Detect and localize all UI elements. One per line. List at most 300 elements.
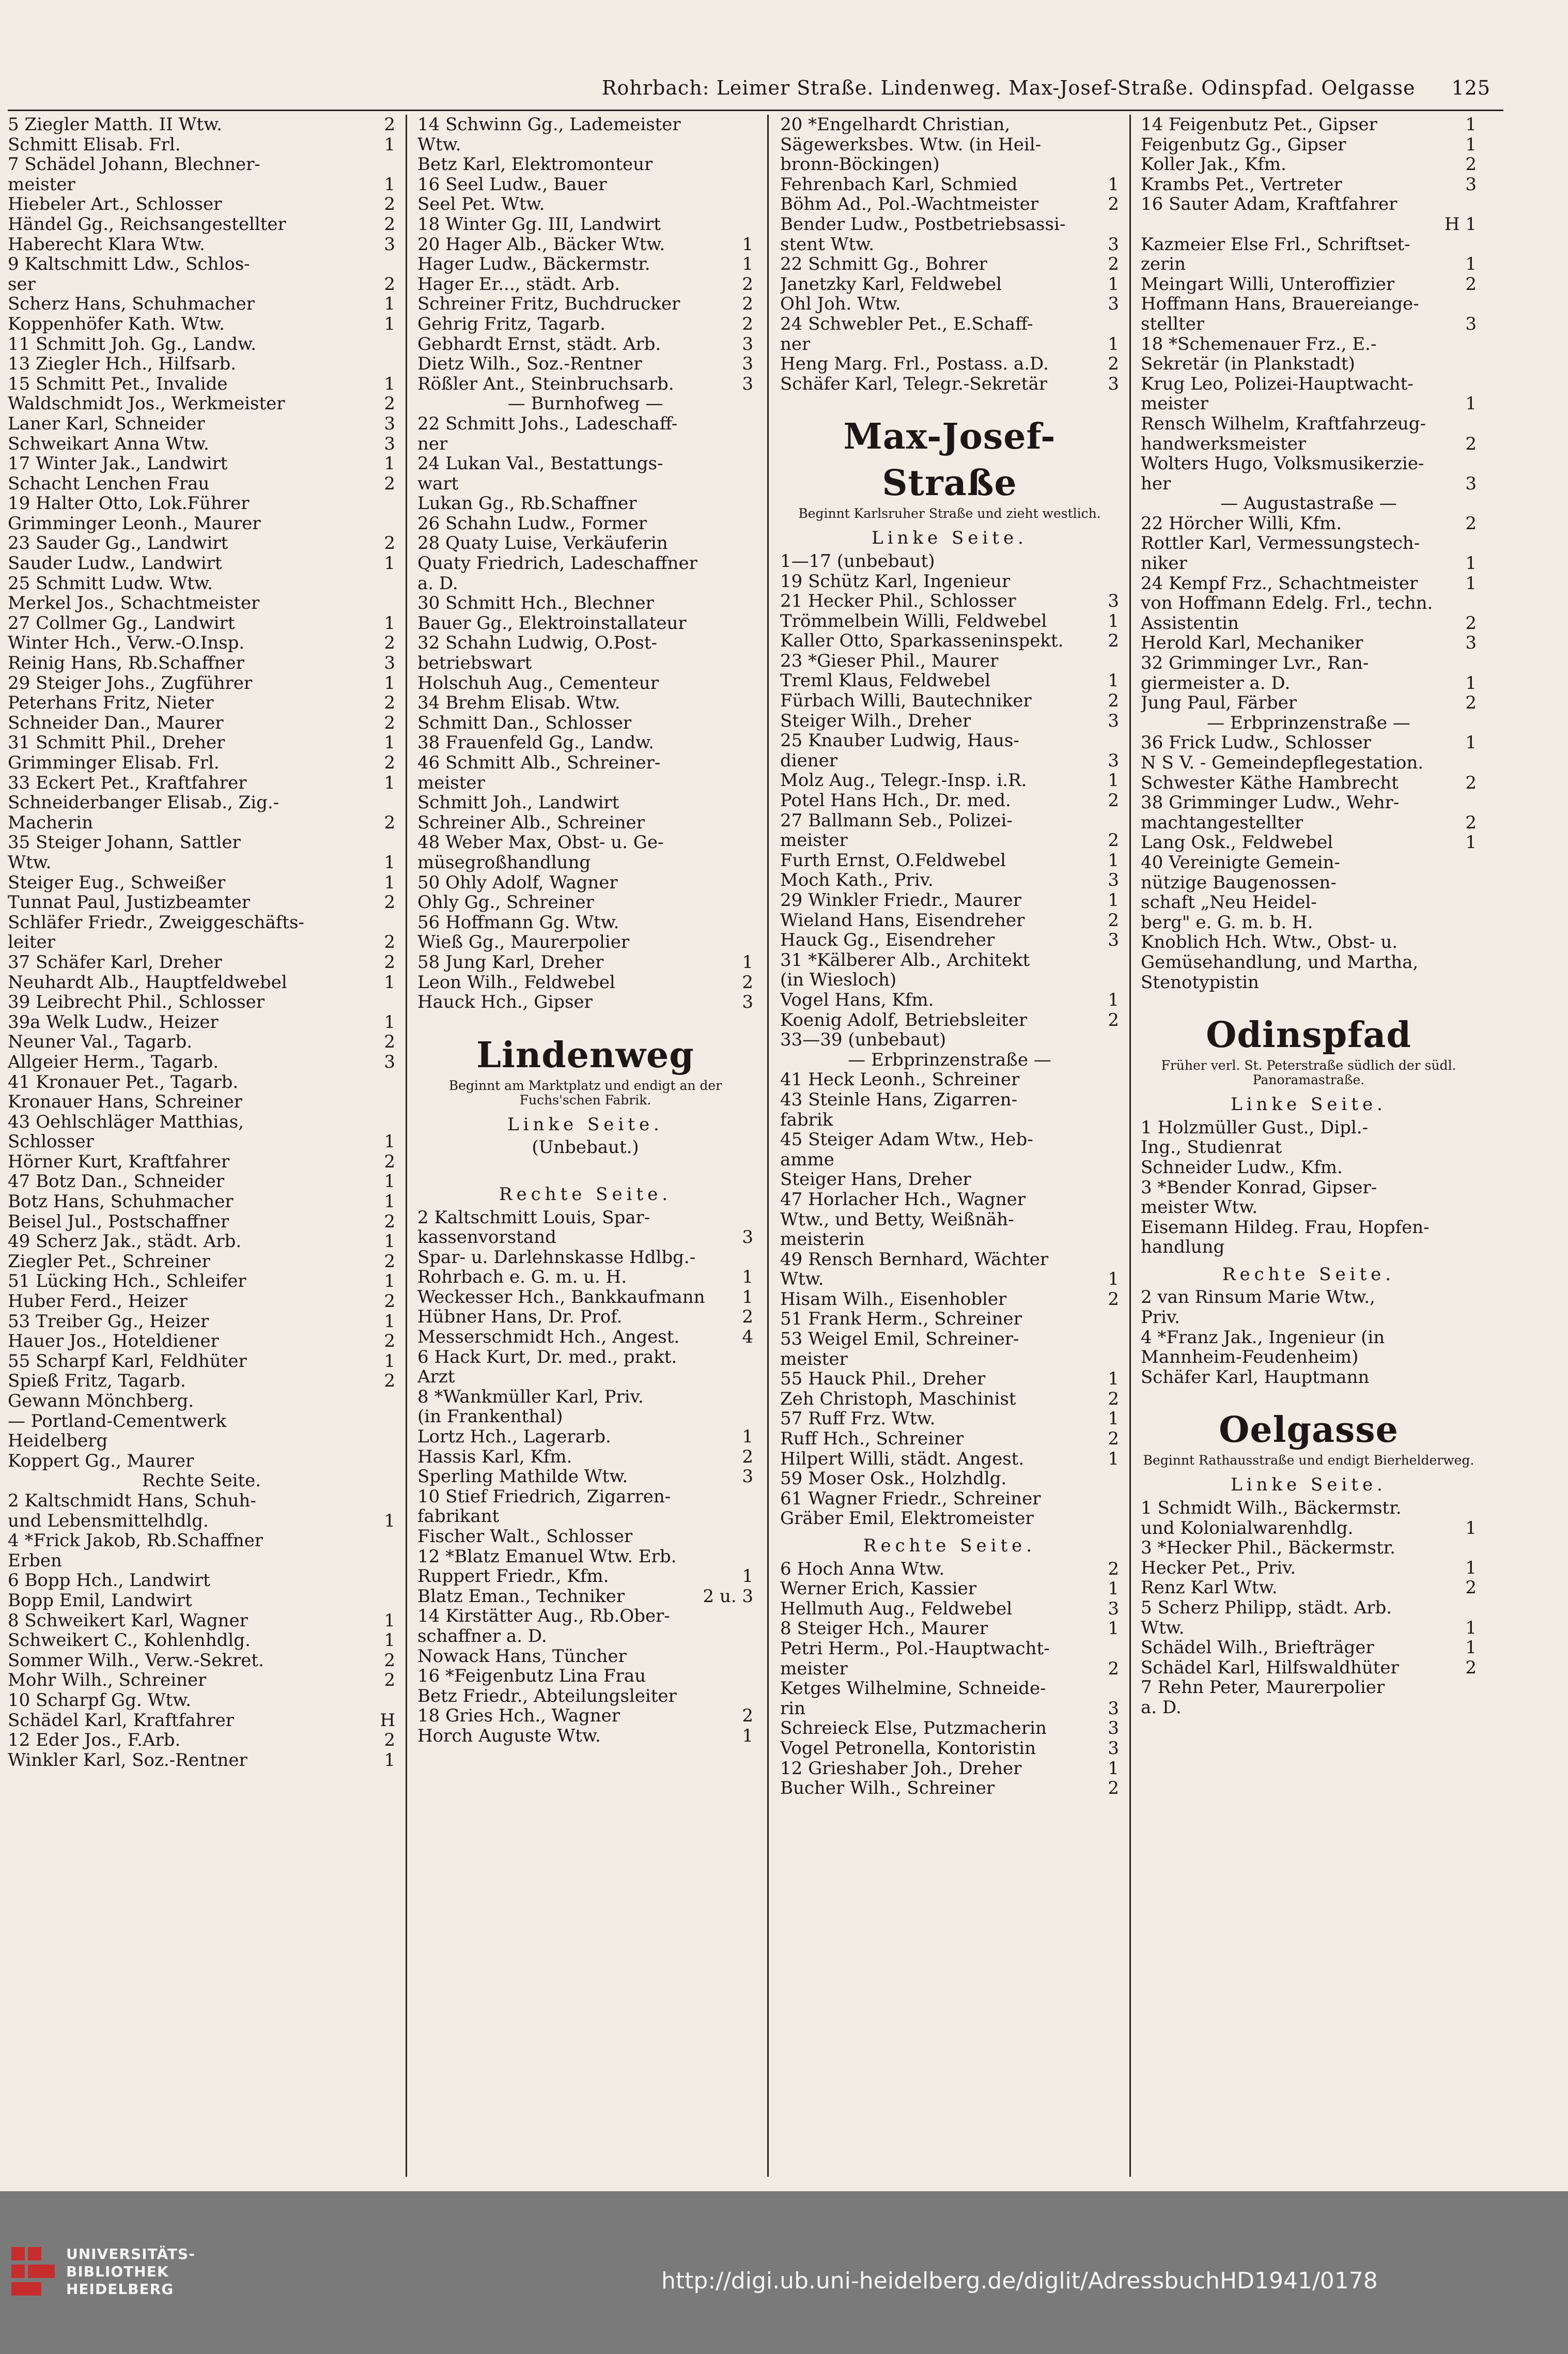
directory-entry [780,631,1119,651]
floor-number: 3 [382,434,395,454]
floor-number: 1 [1463,135,1477,155]
directory-entry [780,591,1119,611]
entry-text: 15 Schmitt Pet., Invalide [8,374,228,394]
entry-text: Steiger Hans, Dreher [780,1170,971,1190]
directory-entry [1141,394,1477,414]
entry-text: 27 Ballmann Seb., Polizei- [780,810,1013,831]
directory-entry [8,813,395,833]
entry-text: nützige Baugenossen- [1141,872,1337,893]
entry-text: Dietz Wilh., Soz.-Rentner [417,354,642,374]
floor-number: 2 [1463,773,1477,793]
directory-entry [417,474,753,494]
directory-entry [8,833,395,853]
directory-entry [1141,1598,1477,1618]
entry-text: 57 Ruff Frz. Wtw. [780,1409,936,1429]
entry-text: Schmitt Joh., Landwirt [417,793,619,813]
entry-text: (in Wiesloch) [780,970,897,990]
library-logo[interactable] [11,2245,195,2298]
directory-entry [1141,773,1477,793]
directory-entry [1141,653,1477,673]
directory-entry [1141,613,1477,634]
entry-text: Koppert Gg., Maurer [8,1451,194,1471]
floor-number: 2 [1106,354,1119,374]
floor-number: 3 [1106,1738,1119,1759]
floor-number: 1 [382,773,395,793]
directory-entry [8,1271,395,1291]
floor-number: 1 [1106,1369,1119,1389]
directory-entry [417,1267,753,1287]
entry-text: 6 Bopp Hch., Landwirt [8,1571,210,1591]
entry-text: 21 Hecker Phil., Schlosser [780,591,1016,611]
logo-line: UNIVERSITÄTS- [66,2245,195,2263]
entry-text: 53 Weigel Emil, Schreiner- [780,1329,1019,1349]
column-divider [767,115,769,2177]
floor-number: 3 [382,235,395,255]
directory-entry [780,1759,1119,1779]
directory-entry [1141,533,1477,553]
entry-text: Wtw. [417,134,461,155]
entry-text: 16 Sauter Adam, Kraftfahrer [1141,194,1398,214]
directory-entry [417,593,753,613]
directory-entry [8,1451,395,1471]
floor-number: 1 [1106,890,1119,911]
entry-text: Feigenbutz Gg., Gipser [1141,134,1346,155]
entry-text: machtangestellter [1141,812,1303,833]
header-rule [8,110,1503,111]
directory-entry [417,235,753,255]
entry-text: Hilpert Willi, städt. Angest. [780,1449,1024,1469]
entry-text: Schlosser [8,1132,94,1152]
entry-text: Schacht Lenchen Frau [8,473,210,494]
floor-number: 2 [1106,1010,1119,1030]
directory-entry [8,753,395,773]
source-url-link[interactable]: http://digi.ub.uni-heidelberg.de/diglit/AdressbuchHD1941/0178 [661,2268,1378,2294]
directory-entry [417,733,753,753]
directory-entry [8,1491,395,1511]
directory-entry [8,235,395,255]
entry-text: Fischer Walt., Schlosser [417,1527,633,1547]
directory-entry [8,1571,395,1591]
entry-text: Wtw. [780,1269,824,1289]
floor-number: 1 [740,952,753,973]
directory-entry [8,1371,395,1391]
entry-text: 25 Schmitt Ludw. Wtw. [8,573,213,594]
entry-text: leiter [8,932,55,952]
entry-text: Rohrbach e. G. m. u. H. [417,1267,627,1287]
entry-text: Merkel Jos., Schachtmeister [8,593,260,613]
entry-text: Grimminger Elisab. Frl. [8,753,220,773]
floor-number: 3 [740,334,753,355]
entry-text: 23 Sauder Gg., Landwirt [8,533,228,554]
directory-entry [1141,1658,1477,1678]
directory-entry [1141,593,1477,613]
entry-text: Wolters Hugo, Volksmusikerzie- [1141,454,1424,474]
directory-entry [8,1391,395,1411]
floor-number: 1 [1463,115,1477,135]
directory-entry [417,693,753,713]
entry-text: Schneider Dan., Maurer [8,713,224,733]
directory-entry [780,1619,1119,1639]
floor-number: 2 [382,1252,395,1272]
directory-entry [8,733,395,753]
floor-number: 2 [1463,155,1477,175]
directory-entry [417,1527,753,1547]
entry-text: Schäfer Karl, Hauptmann [1141,1367,1370,1388]
directory-entry [780,1110,1119,1130]
directory-entry [8,155,395,175]
floor-number: 2 [382,753,395,773]
directory-entry [417,514,753,534]
floor-number: 2 [382,813,395,833]
entry-text: Seel Pet. Wtw. [417,194,545,214]
floor-number: 3 [1463,175,1477,195]
entry-text: 35 Steiger Johann, Sattler [8,833,241,853]
directory-entry [1141,1498,1477,1518]
directory-entry [8,1072,395,1093]
directory-entry [780,572,1119,592]
entry-text: Winkler Karl, Soz.-Rentner [8,1750,247,1771]
floor-number: 2 [1463,1578,1477,1598]
side-heading: Linke Seite. [872,528,1028,549]
directory-entry [780,374,1119,394]
floor-number: 2 [1106,791,1119,811]
floor-number: 1 [1463,833,1477,853]
entry-text: Leon Wilh., Feldwebel [417,972,615,993]
entry-text: Neuhardt Alb., Hauptfeldwebel [8,972,287,993]
entry-text: 40 Vereinigte Gemein- [1141,852,1340,873]
directory-entry [8,1591,395,1611]
entry-text: Blatz Eman., Techniker [417,1586,625,1607]
entry-text: 10 Stief Friedrich, Zigarren- [417,1486,671,1507]
entry-text: 32 Grimminger Lvr., Ran- [1141,653,1369,673]
directory-entry [8,593,395,613]
directory-entry [1141,932,1477,952]
directory-entry [1141,793,1477,813]
directory-entry [417,1606,753,1626]
entry-text: Nowack Hans, Tüncher [417,1646,627,1667]
entry-text: von Hoffmann Edelg. Frl., techn. [1141,593,1433,613]
directory-entry [780,1130,1119,1150]
entry-text: 8 *Wankmüller Karl, Priv. [417,1387,644,1407]
directory-entry [8,653,395,673]
street-description: Früher verl. St. Peterstraße südlich der südl. Panoramastraße. [1161,1058,1456,1088]
directory-entry [780,830,1119,851]
directory-entry [417,1666,753,1686]
directory-entry [8,873,395,893]
directory-entry [780,890,1119,911]
entry-text: Macherin [8,812,94,833]
entry-text: 43 Oehlschläger Matthias, [8,1112,244,1132]
directory-entry [417,1566,753,1587]
entry-text: 6 Hoch Anna Wtw. [780,1559,945,1579]
entry-text: Eisemann Hildeg. Frau, Hopfen- [1141,1217,1430,1238]
directory-entry [780,1369,1119,1389]
entry-text: 1 Holzmüller Gust., Dipl.- [1141,1117,1369,1138]
entry-text: Allgeier Herm., Tagarb. [8,1052,219,1072]
entry-text: 32 Schahn Ludwig, O.Post- [417,633,658,654]
floor-number: 1 [382,1192,395,1212]
side-heading: Rechte Seite. [863,1535,1036,1556]
floor-number: 2 [740,1706,753,1726]
entry-text: 7 Schädel Johann, Blechner- [8,155,260,175]
floor-number: 3 [1106,591,1119,611]
street-description: Beginnt Karlsruher Straße und zieht westlich. [798,506,1101,521]
entry-text: stellter [1141,314,1205,334]
floor-number: 1 [382,1012,395,1033]
directory-entry [8,913,395,933]
street-title: Max-Josef-Straße [843,416,1056,504]
floor-number: 2 [1106,1389,1119,1409]
entry-text: Molz Aug., Telegr.-Insp. i.R. [780,771,1027,791]
directory-entry [8,574,395,594]
entry-text: Lang Osk., Feldwebel [1141,833,1333,853]
directory-entry [8,1252,395,1272]
entry-text: Schneider Ludw., Kfm. [1141,1157,1343,1178]
entry-text: 37 Schäfer Karl, Dreher [8,952,222,973]
entry-text: ner [417,434,448,454]
entry-text: 26 Schahn Ludw., Former [417,513,647,534]
entry-text: wart [417,473,459,494]
entry-text: 7 Rehn Peter, Maurerpolier [1141,1678,1385,1698]
entry-text: Wieß Gg., Maurerpolier [417,932,630,952]
floor-number: 1 [382,1511,395,1531]
column-4 [1141,115,1477,2177]
floor-number: 3 [740,374,753,394]
directory-entry [417,1427,753,1447]
entry-text: Kaller Otto, Sparkasseninspekt. [780,631,1064,651]
entry-text: 50 Ohly Adolf, Wagner [417,872,618,893]
directory-entry [417,1547,753,1567]
directory-entry [8,175,395,195]
entry-text: 22 Schmitt Johs., Ladeschaff- [417,413,678,434]
entry-text: Sperling Mathilde Wtw. [417,1467,628,1487]
entry-text: Hager Ludw., Bäckermstr. [417,254,650,274]
column-1 [8,115,395,2177]
floor-number: 1 [1106,1409,1119,1429]
directory-entry [780,1210,1119,1230]
entry-text: N S V. - Gemeindepflegestation. [1141,753,1424,773]
floor-number: 3 [740,992,753,1012]
directory-entry [417,1506,753,1527]
directory-entry [1141,893,1477,913]
entry-text: Schädel Wilh., Briefträger [1141,1638,1374,1658]
directory-entry [8,673,395,694]
entry-text: ner [780,334,811,355]
directory-entry [1141,254,1477,274]
entry-text: 22 Hörcher Willi, Kfm. [1141,513,1342,534]
directory-entry [780,1190,1119,1210]
entry-text: (in Frankenthal) [417,1407,563,1427]
cross-street-divider: — Erbprinzenstraße — [1207,712,1410,733]
floor-number: 2 [1463,1658,1477,1678]
directory-entry [417,175,753,195]
directory-entry [1141,1137,1477,1158]
entry-text: 18 Winter Gg. III, Landwirt [417,214,661,235]
floor-number: 1 [1106,1579,1119,1599]
entry-text: a. D. [417,573,458,594]
entry-text: Schwester Käthe Hambrecht [1141,773,1399,793]
directory-entry [8,1690,395,1711]
entry-text: 19 Halter Otto, Lok.Führer [8,494,250,514]
directory-entry [417,314,753,334]
entry-text: Hisam Wilh., Eisenhobler [780,1289,1007,1310]
directory-entry [417,1686,753,1706]
directory-entry [780,1289,1119,1310]
directory-entry [417,1287,753,1307]
directory-entry [417,952,753,973]
entry-text: Wieland Hans, Eisendreher [780,910,1025,931]
directory-entry [8,314,395,334]
entry-text: zerin [1141,254,1186,274]
directory-entry [8,115,395,135]
directory-entry [1141,833,1477,853]
entry-text: 56 Hoffmann Gg. Wtw. [417,912,619,933]
entry-text: Treml Klaus, Feldwebel [780,671,990,691]
directory-entry [417,533,753,553]
floor-number: 2 [1463,613,1477,634]
directory-entry [417,1706,753,1726]
entry-text: und Kolonialwarenhdlg. [1141,1518,1354,1538]
entry-text: Schreiner Alb., Schreiner [417,812,645,833]
entry-text: 12 *Blatz Emanuel Wtw. Erb. [417,1546,677,1567]
entry-text: Winter Hch., Verw.-O.Insp. [8,633,245,654]
directory-entry [8,135,395,155]
entry-text: 12 Eder Jos., F.Arb. [8,1730,181,1750]
directory-entry [780,1409,1119,1429]
directory-entry [8,773,395,793]
entry-text: Schneiderbanger Elisab., Zig.- [8,793,280,813]
directory-entry [1141,973,1477,993]
directory-entry [8,793,395,813]
directory-entry [780,1429,1119,1449]
entry-text: 22 Schmitt Gg., Bohrer [780,254,987,274]
floor-number: 2 [1106,1289,1119,1310]
entry-text: meister [417,773,485,793]
directory-entry [8,1192,395,1212]
directory-entry [1141,553,1477,574]
entry-text: 16 Seel Ludw., Bauer [417,174,607,195]
entry-text: Vogel Petronella, Kontoristin [780,1738,1036,1759]
directory-entry [417,973,753,993]
directory-entry [417,334,753,355]
floor-number: 2 [382,1291,395,1312]
directory-entry [8,992,395,1012]
directory-entry [1141,235,1477,255]
entry-text: 18 *Schemenauer Frz., E.- [1141,334,1377,355]
directory-entry [1141,274,1477,295]
directory-entry [417,1387,753,1407]
floor-number: 1 [382,1232,395,1252]
entry-text: meister [780,830,848,851]
floor-number: 2 [1463,274,1477,295]
directory-entry [780,911,1119,931]
floor-number: 1 [1463,254,1477,274]
entry-text: Horch Auguste Wtw. [417,1726,601,1746]
floor-number: 2 [382,1032,395,1052]
floor-number: 2 [382,1212,395,1232]
column-divider [1129,115,1131,2177]
floor-number: 1 [382,613,395,634]
floor-number: 1 [382,135,395,155]
directory-entry [417,553,753,574]
entry-text: 51 Frank Herm., Schreiner [780,1309,1022,1330]
floor-number: 1 [382,314,395,334]
directory-entry [780,551,1119,572]
directory-entry [417,115,753,135]
entry-text: 45 Steiger Adam Wtw., Heb- [780,1130,1033,1150]
floor-number: 2 [1106,1559,1119,1579]
floor-number: 3 [1106,751,1119,771]
entry-text: Scherz Hans, Schuhmacher [8,294,255,314]
side-heading: Linke Seite. [1231,1094,1387,1115]
directory-entry [8,454,395,474]
directory-entry [1141,1618,1477,1638]
directory-entry [1141,1118,1477,1138]
entry-text: 38 Frauenfeld Gg., Landw. [417,733,654,753]
entry-text: Rottler Karl, Vermessungstech- [1141,533,1420,554]
entry-text: Mannheim-Feudenheim) [1141,1347,1359,1367]
floor-number: 2 [1106,911,1119,931]
floor-number: 2 [740,1307,753,1327]
floor-number: 4 [740,1327,753,1347]
entry-text: niker [1141,553,1187,574]
directory-entry [780,1639,1119,1659]
floor-number: 1 [1463,1518,1477,1538]
directory-entry [417,793,753,813]
entry-text: handwerksmeister [1141,434,1307,454]
directory-entry [780,930,1119,950]
directory-entry [8,354,395,374]
entry-text: Arzt [417,1367,455,1387]
entry-text: 38 Grimminger Ludw., Wehr- [1141,793,1400,813]
directory-entry [1141,1578,1477,1598]
entry-text: fabrik [780,1110,833,1130]
directory-entry [8,1152,395,1172]
directory-entry [417,354,753,374]
entry-text: schaffner a. D. [417,1626,547,1647]
directory-entry [780,611,1119,632]
entry-text: stent Wtw. [780,234,875,255]
directory-entry [780,1250,1119,1270]
directory-entry [417,1327,753,1347]
directory-entry [1141,873,1477,893]
floor-number: 2 [1463,813,1477,833]
directory-entry [1141,194,1477,214]
floor-number: 2 [740,973,753,993]
directory-entry [8,633,395,653]
directory-entry [780,811,1119,831]
entry-text: 2 Kaltschmitt Louis, Spar- [417,1207,650,1228]
directory-entry [1141,374,1477,394]
entry-text: Fürbach Willi, Bautechniker [780,691,1032,711]
entry-text: betriebswart [417,653,532,673]
directory-entry [417,294,753,314]
directory-entry [8,1232,395,1252]
floor-number: H 1 [1442,214,1477,235]
entry-text: 55 Scharpf Karl, Feldhüter [8,1351,247,1372]
directory-entry [8,194,395,214]
logo-line: BIBLIOTHEK [66,2263,169,2280]
street-title: Oelgasse [1219,1409,1399,1451]
directory-entry [1141,1237,1477,1257]
entry-text: 6 Hack Kurt, Dr. med., prakt. [417,1347,677,1367]
entry-text: Betz Karl, Elektromonteur [417,155,653,175]
directory-entry [417,155,753,175]
floor-number: 1 [1463,1558,1477,1578]
directory-entry [1141,1307,1477,1328]
directory-entry [780,731,1119,751]
entry-text: 16 *Feigenbutz Lina Frau [417,1666,646,1686]
